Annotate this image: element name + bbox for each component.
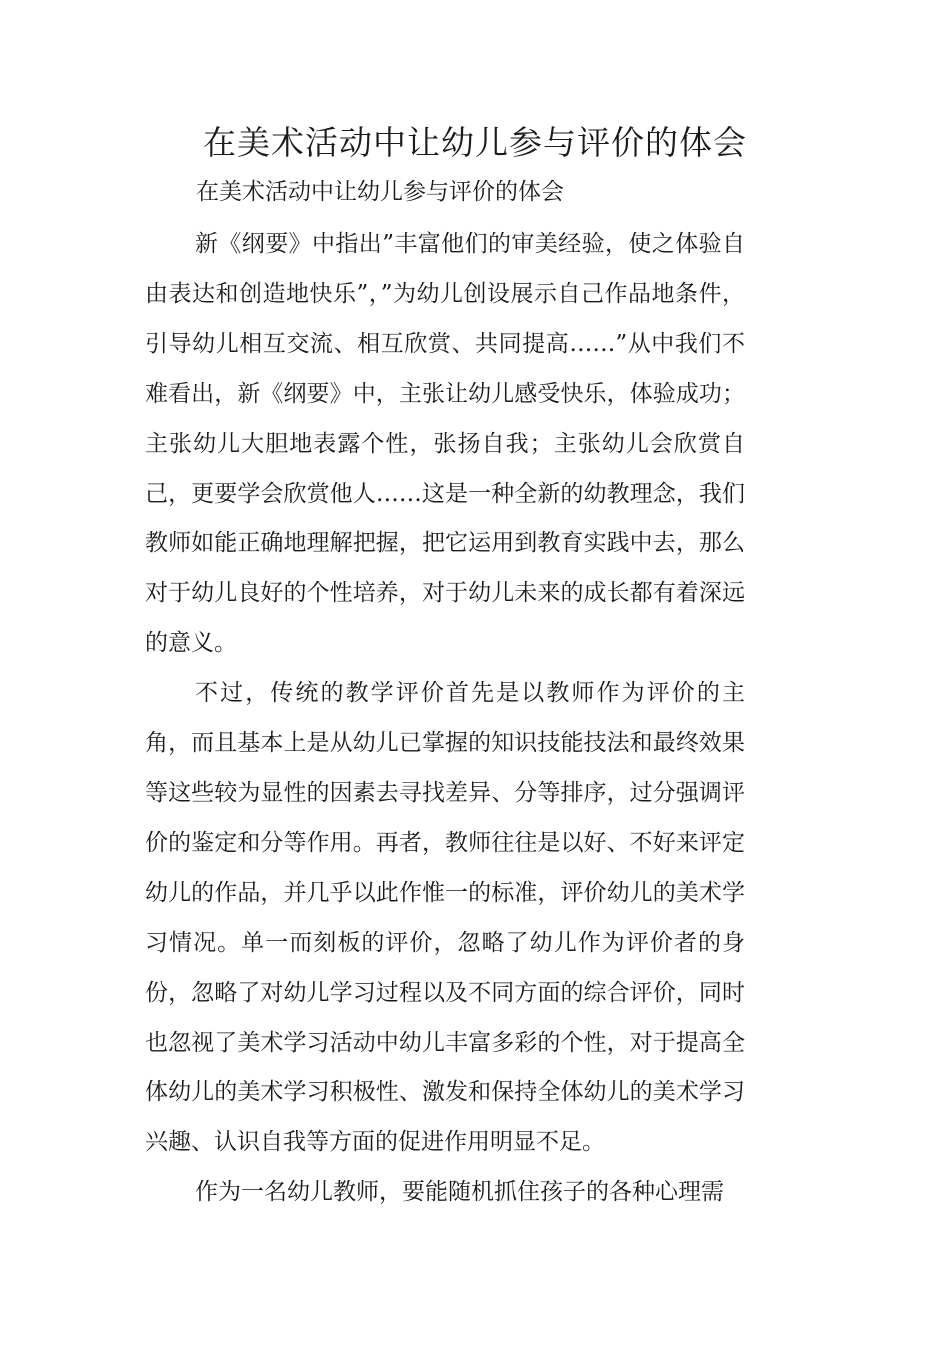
document-body <box>145 220 745 1218</box>
paragraph-2: 不过，传统的教学评价首先是以教师作为评价的主角，而且基本上是从幼儿已掌握的知识技能技法和最终效果等这些较为显性的因素去寻找差异、分等排序，过分强调评价的鉴定和分等作用。再者，教师往往是以好、不好来评定幼儿的作品，并几乎以此作惟一的标准，评价幼儿的美术学习情况。单一而刻板的评价，忽略了幼儿作为评价者的身份，忽略了对幼儿学习过程以及不同方面的综合评价，同时也忽视了美术学习活动中幼儿丰富多彩的个性，对于提高全体幼儿的美术学习积极性、激发和保持全体幼儿的美术学习兴趣、认识自我等方面的促进作用明显不足。 <box>145 680 745 1156</box>
document-subtitle: 在美术活动中让幼儿参与评价的体会 <box>196 179 564 205</box>
document-title: 在美术活动中让幼儿参与评价的体会 <box>203 123 747 162</box>
paragraph-3: 作为一名幼儿教师，要能随机抓住孩子的各种心理需 <box>195 1179 724 1206</box>
paragraph-1: 新《纲要》中指出”丰富他们的审美经验，使之体验自由表达和创造地快乐”，”为幼儿创设展示自己作品地条件，引导幼儿相互交流、相互欣赏、共同提高……”从中我们不难看出，新《纲要》中，主张让幼儿感受快乐，体验成功；主张幼儿大胆地表露个性，张扬自我；主张幼儿会欣赏自己，更要学会欣赏他人……这是一种全新的幼教理念，我们教师如能正确地理解把握，把它运用到教育实践中去，那么对于幼儿良好的个性培养，对于幼儿未来的成长都有着深远的意义。 <box>145 231 745 657</box>
